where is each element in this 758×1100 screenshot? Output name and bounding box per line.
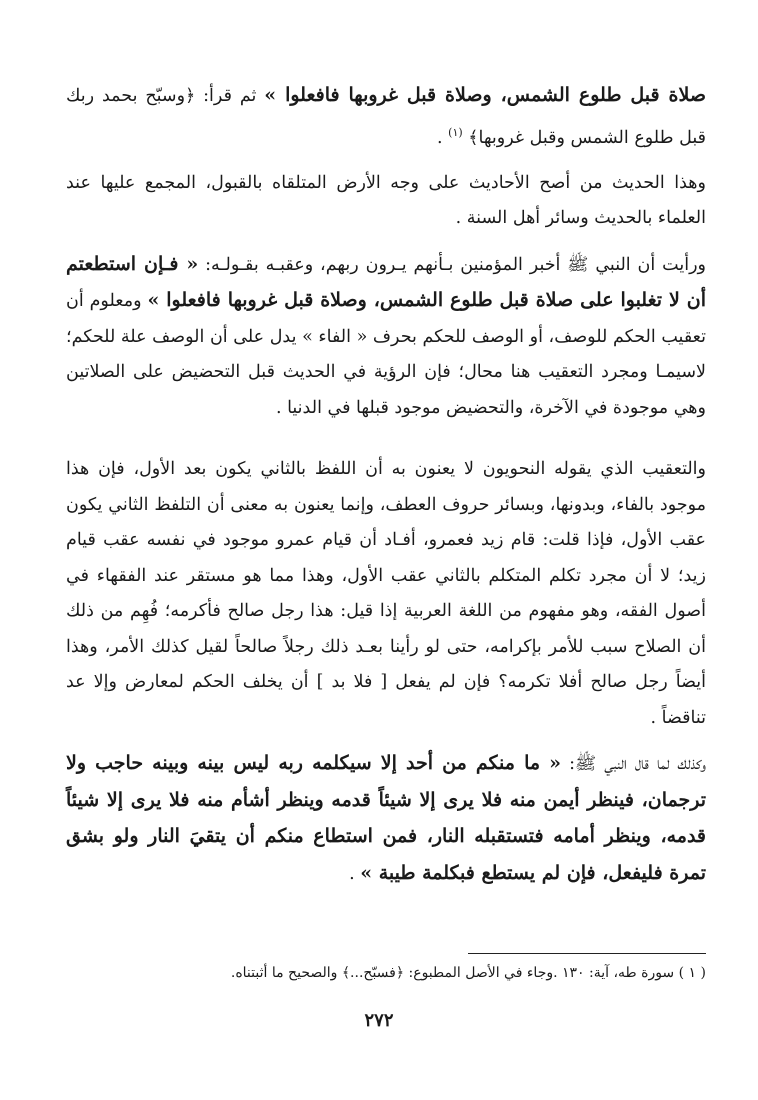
paragraph-4 <box>66 452 706 736</box>
footnote-text: سورة طه، آية: ١٣٠ .وجاء في الأصل المطبوع: ﴿فسبّح...﴾ والصحيح ما أثبتناه. <box>230 965 675 981</box>
paragraph-intro: وكذلك لما قال النبي ﷺ: <box>561 754 706 775</box>
paragraph-text: والتعقيب الذي يقوله النحويون لا يعنون به أن اللفظ بالثاني يكون بعد الأول، فإن هذا موجود بالفاء، وبدونها، وبسائر حروف العطف، وإنما يعنون به معنى أن التلفظ الثاني يكون عقب الأول، فإذا قلت: قام زيد فعمرو، أفـاد أن قيام عمرو موجود في نفسه عقب قيام زيد؛ لا أن مجرد تكلم المتكلم بالثاني عقب الأول، وهذا مما هو مستقر عند الفقهاء في أصول الفقه، وهو مفهوم من اللغة العربية إذا قيل: هذا رجل صالح فأكرمه؛ فُهِم من ذلك أن الصلاح سبب للأمر بإكرامه، حتى لو رأينا بعـد ذلك رجلاً صالحاً لقيل كذلك الأمر، وهذا أيضاً رجل صالح أفلا تكرمه؟ فإن لم يفعل [ فلا بد ] أن يخلف الحكم لمعارض وإلا عد تناقضاً . <box>66 459 706 728</box>
footnote <box>160 962 706 984</box>
paragraph-1 <box>66 78 706 156</box>
footnote-marker: (١) <box>448 125 463 139</box>
footnote-divider <box>468 953 706 954</box>
sentence-end: . <box>349 863 361 884</box>
hadith-text: « ما منكم من أحد إلا سيكلمه ربه ليس بينه وبينه حاجب ولا ترجمان، فينظر أيمن منه فلا يرى إلا شيئاً قدمه وينظر أشأم منه فلا يرى إلا شيئاً قدمه، وينظر أمامه فتستقبله النار، فمن استطاع منكم أن يتقيَ النار ولو بشق تمرة فليفعل، فإن لم يستطع فبكلمة طيبة » <box>66 752 706 884</box>
paragraph-text: ومعلوم أن تعقيب الحكم للوصف، أو الوصف للحكم بحرف « الفاء » يدل على أن الوصف علة للحكم؛ لاسيمـا ومجرد التعقيب هنا محال؛ فإن الرؤية في الحديث قبل التحضيض على الصلاتين وهي موجودة في الآخرة، والتحضيض موجود قبلها في الدنيا . <box>66 291 706 418</box>
footnote-number: ( ١ ) <box>678 965 706 981</box>
paragraph-3 <box>66 247 706 427</box>
paragraph-text: وهذا الحديث من أصح الأحاديث على وجه الأرض المتلقاه بالقبول، المجمع عليها عند العلماء بالحديث وسائر أهل السنة . <box>66 172 706 229</box>
sentence-end: . <box>437 127 449 148</box>
page-number: ٢٧٢ <box>364 1010 394 1031</box>
page-body <box>66 78 706 892</box>
paragraph-intro: ورأيت أن النبي ﷺ أخبر المؤمنين بـأنهم يـرون ربهم، وعقبـه بقـولـه: <box>198 254 706 275</box>
paragraph-2 <box>66 166 706 237</box>
paragraph-5 <box>66 746 706 892</box>
hadith-text: صلاة قبل طلوع الشمس، وصلاة قبل غروبها فافعلوا » <box>264 84 706 106</box>
quran-quote: ثم قرأ: ﴿وسبّح بحمد ربك قبل طلوع الشمس وقبل غروبها﴾ <box>66 86 706 148</box>
hadith-text: « فـإن استطعتم أن لا تغلبوا على صلاة قبل طلوع الشمس، وصلاة قبل غروبها فافعلوا » <box>66 252 706 312</box>
